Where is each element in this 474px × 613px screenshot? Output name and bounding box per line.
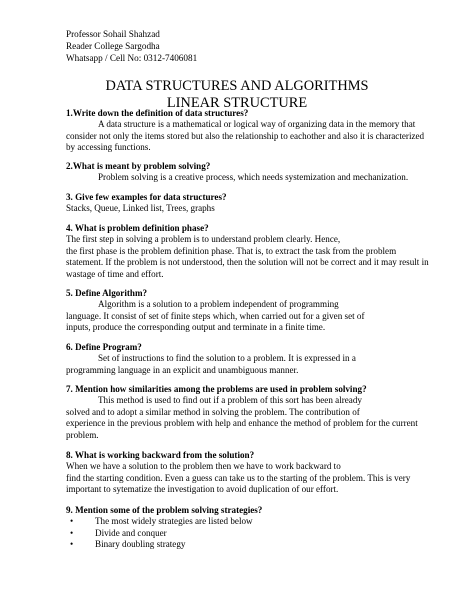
answer-line: by accessing functions. [66, 142, 151, 153]
question-1 [66, 108, 466, 154]
question-9 [66, 505, 466, 551]
bullet-icon: • [70, 539, 74, 550]
answer-line: the first phase is the problem definition phase. That is, to extract the task from the problem [66, 245, 397, 256]
author-name: Professor Sohail Shahzad [66, 29, 160, 39]
list-item: • The most widely strategies are listed below [70, 516, 253, 527]
question-4 [66, 223, 466, 280]
answer-line: A data structure is a mathematical or logical way of organizing data in the memory that [98, 119, 416, 130]
answer-line: The first step in solving a problem is to understand problem clearly. Hence, [66, 234, 341, 245]
answer-line: find the starting condition. Even a guess can take us to the starting of the problem. This is very [66, 472, 411, 483]
answer-line: This method is used to find out if a problem of this sort has been already [98, 395, 362, 406]
document-title: DATA STRUCTURES AND ALGORITHMS [105, 78, 369, 94]
answer-line: consider not only the items stored but also the relationship to eachother and also it is characterized [66, 130, 425, 141]
bullet-icon: • [70, 516, 74, 527]
answer-line: Algorithm is a solution to a problem independent of programming [98, 299, 339, 310]
author-college: Reader College Sargodha [66, 41, 160, 51]
question-heading: 5. Define Algorithm? [66, 288, 148, 298]
question-2 [66, 161, 466, 184]
answer-line: important to sytematize the investigation to avoid duplication of our effort. [66, 484, 339, 495]
answer-line: When we have a solution to the problem then we have to work backward to [66, 461, 341, 472]
list-item: • Binary doubling strategy [70, 539, 186, 550]
question-8 [66, 450, 466, 496]
answer-line: language. It consist of set of finite steps which, when carried out for a given set of [66, 310, 365, 321]
list-item: • Divide and conquer [70, 527, 167, 538]
answer-line: inputs, produce the corresponding output and terminate in a finite time. [66, 322, 326, 333]
question-heading: 8. What is working backward from the solution? [66, 450, 255, 460]
question-6 [66, 342, 466, 376]
answer-line: Stacks, Queue, Linked list, Trees, graphs [66, 203, 215, 214]
answer-line: experience in the previous problem with help and enhance the method of problem for the current [66, 418, 418, 429]
author-header [66, 28, 197, 64]
question-heading: 7. Mention how similarities among the problems are used in problem solving? [66, 384, 367, 394]
answer-line: solved and to adopt a similar method in solving the problem. The contribution of [66, 406, 360, 417]
answer-line: wastage of time and effort. [66, 268, 164, 279]
author-contact: Whatsapp / Cell No: 0312-7406081 [66, 53, 198, 63]
question-3 [66, 192, 466, 215]
question-heading: 6. Define Program? [66, 342, 142, 352]
question-heading: 1.Write down the definition of data structures? [66, 108, 249, 118]
question-heading: 2.What is meant by problem solving? [66, 161, 211, 171]
answer-line: programming language in an explicit and unambiguous manner. [66, 364, 299, 375]
question-heading: 4. What is problem definition phase? [66, 223, 209, 233]
document-subtitle: LINEAR STRUCTURE [166, 95, 308, 111]
answer-line: problem. [66, 429, 99, 440]
answer-line: statement. If the problem is not understood, then the solution will not be correct and it may result in [66, 257, 429, 268]
question-heading: 3. Give few examples for data structures? [66, 192, 227, 202]
answer-line: Set of instructions to find the solution to a problem. It is expressed in a [98, 353, 356, 364]
bullet-icon: • [70, 527, 74, 538]
question-5 [66, 288, 466, 334]
question-heading: 9. Mention some of the problem solving strategies? [66, 505, 263, 515]
answer-line: Problem solving is a creative process, which needs systemization and mechanization. [98, 172, 409, 183]
strategy-list [66, 516, 466, 550]
question-7 [66, 384, 466, 441]
